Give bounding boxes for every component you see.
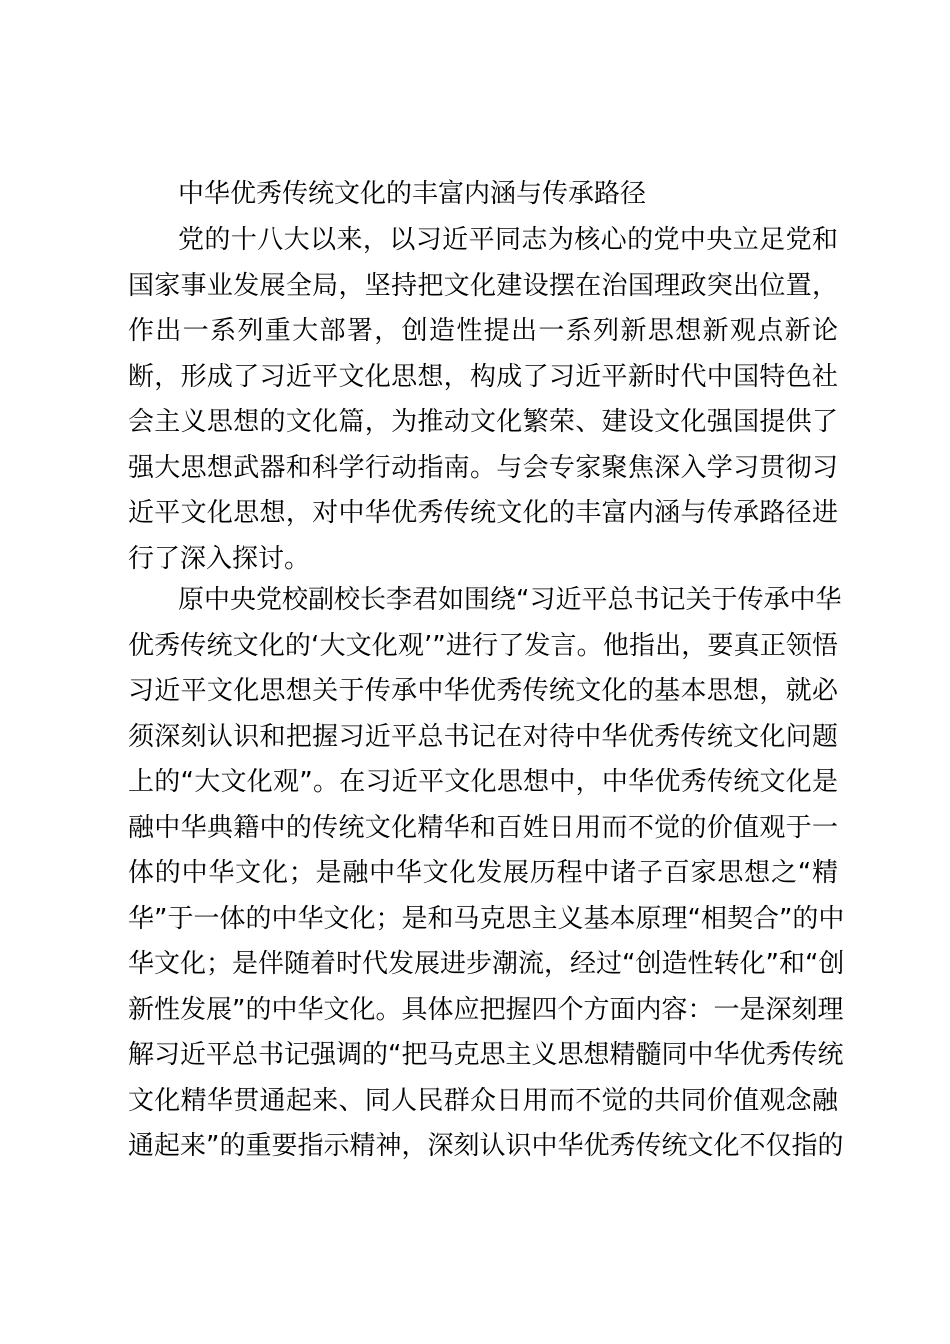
paragraph-line: 融中华典籍中的传统文化精华和百姓日用而不觉的价值观于一 [128,812,838,843]
paragraph-line: 体的中华文化；是融中华文化发展历程中诸子百家思想之“精 [128,858,838,888]
paragraph-line: 强大思想武器和科学行动指南。与会专家聚焦深入学习贯彻习 [128,452,838,483]
paragraph-line: 国家事业发展全局，坚持把文化建设摆在治国理政突出位置， [128,270,838,301]
paragraph-line: 华文化；是伴随着时代发展进步潮流，经过“创造性转化”和“创 [128,949,845,979]
paragraph-line: 华”于一体的中华文化；是和马克思主义基本原理“相契合”的中 [128,903,845,934]
paragraph-line: 近平文化思想，对中华优秀传统文化的丰富内涵与传承路径进 [128,498,838,528]
document-title: 中华优秀传统文化的丰富内涵与传承路径 [178,179,647,209]
paragraph-line: 新性发展”的中华文化。具体应把握四个方面内容：一是深刻理 [128,994,844,1025]
paragraph-2 [128,578,845,1170]
paragraph-line: 文化精华贯通起来、同人民群众日用而不觉的共同价值观念融 [128,1085,838,1116]
paragraph-line: 习近平文化思想关于传承中华优秀传统文化的基本思想，就必 [128,676,838,706]
paragraph-line: 通起来”的重要指示精神，深刻认识中华优秀传统文化不仅指的 [128,1131,844,1161]
paragraph-line: 行了深入探讨。 [128,543,311,574]
paragraph-line: 原中央党校副校长李君如围绕“习近平总书记关于传承中华 [178,585,842,615]
paragraph-line: 须深刻认识和把握习近平总书记在对待中华优秀传统文化问题 [128,721,838,752]
paragraph-1 [128,218,838,582]
paragraph-line: 断，形成了习近平文化思想，构成了习近平新时代中国特色社 [128,361,838,392]
paragraph-line: 作出一系列重大部署，创造性提出一系列新思想新观点新论 [128,316,838,346]
paragraph-line: 上的“大文化观”。在习近平文化思想中，中华优秀传统文化是 [128,767,838,797]
paragraph-line: 会主义思想的文化篇，为推动文化繁荣、建设文化强国提供了 [128,407,838,437]
paragraph-line: 党的十八大以来，以习近平同志为核心的党中央立足党和 [178,225,838,255]
paragraph-line: 解习近平总书记强调的“把马克思主义思想精髓同中华优秀传统 [128,1040,844,1070]
paragraph-line: 优秀传统文化的‘大文化观’”进行了发言。他指出，要真正领悟 [128,630,838,661]
